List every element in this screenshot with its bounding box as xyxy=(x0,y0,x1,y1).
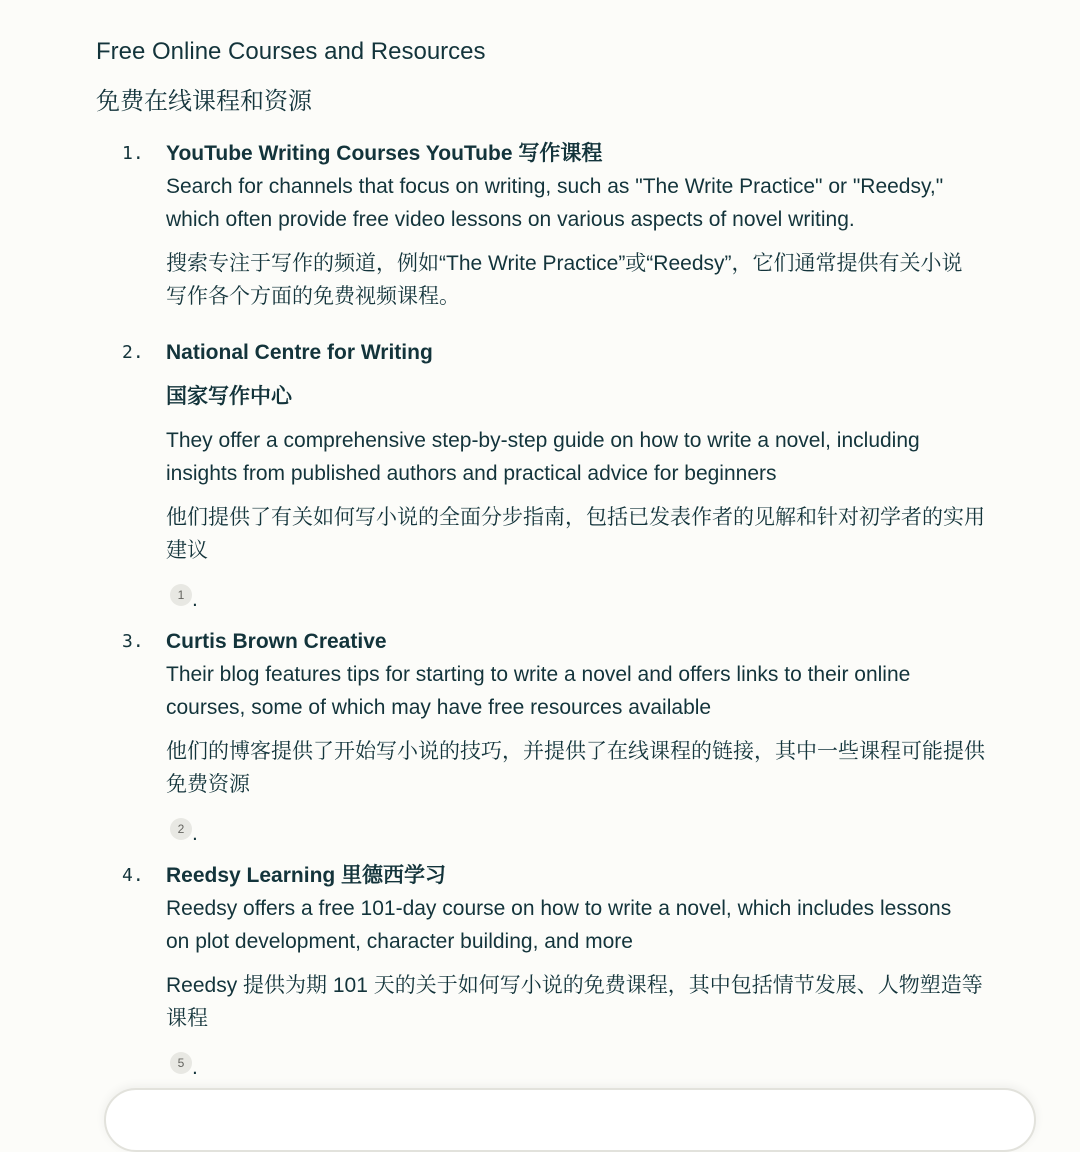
desc-line: insights from published authors and practical advice for beginners xyxy=(166,462,777,485)
answer-content xyxy=(96,32,1046,1079)
list-item-number: 2. xyxy=(122,342,144,363)
desc-line: Search for channels that focus on writing, such as "The Write Practice" or "Reedsy," xyxy=(166,175,944,198)
citation-row xyxy=(166,1046,1046,1079)
list-item-subtitle: 国家写作中心 xyxy=(166,385,292,408)
list-item-desc-zh xyxy=(166,501,1046,567)
list-item-desc-zh xyxy=(166,969,1046,1035)
desc-line: 他们的博客提供了开始写小说的技巧，并提供了在线课程的链接，其中一些课程可能提供 xyxy=(166,740,985,763)
citation-badge[interactable]: 1 xyxy=(170,584,192,606)
desc-line: Their blog features tips for starting to write a novel and offers links to their online xyxy=(166,663,911,686)
desc-line: 搜索专注于写作的频道，例如“The Write Practice”或“Reedsy”，它们通常提供有关小说 xyxy=(166,252,963,275)
list-item-desc-zh xyxy=(166,247,1046,313)
desc-line: They offer a comprehensive step-by-step guide on how to write a novel, including xyxy=(166,429,920,452)
desc-line: Reedsy offers a free 101-day course on how to write a novel, which includes lessons xyxy=(166,897,952,920)
list-item-desc-en xyxy=(166,424,1046,490)
list-item-title: Curtis Brown Creative xyxy=(166,630,387,653)
desc-line: courses, some of which may have free resources available xyxy=(166,696,712,719)
list-item xyxy=(96,625,1046,845)
list-item-desc-en xyxy=(166,658,1046,724)
desc-line: which often provide free video lessons on various aspects of novel writing. xyxy=(166,208,855,231)
desc-line: 写作各个方面的免费视频课程。 xyxy=(166,285,460,308)
section-title-zh: 免费在线课程和资源 xyxy=(96,88,312,115)
follow-up-input-box[interactable] xyxy=(104,1088,1036,1152)
list-item-desc-en xyxy=(166,892,1046,958)
citation-badge[interactable]: 5 xyxy=(170,1052,192,1074)
section-title-en: Free Online Courses and Resources xyxy=(96,38,486,65)
list-item-title: YouTube Writing Courses YouTube 写作课程 xyxy=(166,142,603,165)
citation-period: . xyxy=(192,1056,198,1079)
citation-period: . xyxy=(192,822,198,845)
list-item-desc-zh xyxy=(166,735,1046,801)
desc-line: 课程 xyxy=(166,1007,208,1030)
citation-row xyxy=(166,812,1046,845)
citation-period: . xyxy=(192,588,198,611)
list-item-title: Reedsy Learning 里德西学习 xyxy=(166,864,447,887)
list-item-number: 3. xyxy=(122,631,144,652)
list-item-number: 1. xyxy=(122,143,144,164)
desc-line: on plot development, character building, and more xyxy=(166,930,633,953)
list-item xyxy=(96,336,1046,611)
list-item-number: 4. xyxy=(122,865,144,886)
list-item-desc-en xyxy=(166,170,1046,236)
desc-line: 免费资源 xyxy=(166,773,250,796)
list-item-title: National Centre for Writing xyxy=(166,341,433,364)
citation-row xyxy=(166,578,1046,611)
list-item xyxy=(96,137,1046,313)
list-item xyxy=(96,859,1046,1079)
citation-badge[interactable]: 2 xyxy=(170,818,192,840)
desc-line: Reedsy 提供为期 101 天的关于如何写小说的免费课程，其中包括情节发展、人物塑造等 xyxy=(166,974,983,997)
desc-line: 建议 xyxy=(166,539,208,562)
course-list xyxy=(96,137,1046,1079)
desc-line: 他们提供了有关如何写小说的全面分步指南，包括已发表作者的见解和针对初学者的实用 xyxy=(166,506,985,529)
